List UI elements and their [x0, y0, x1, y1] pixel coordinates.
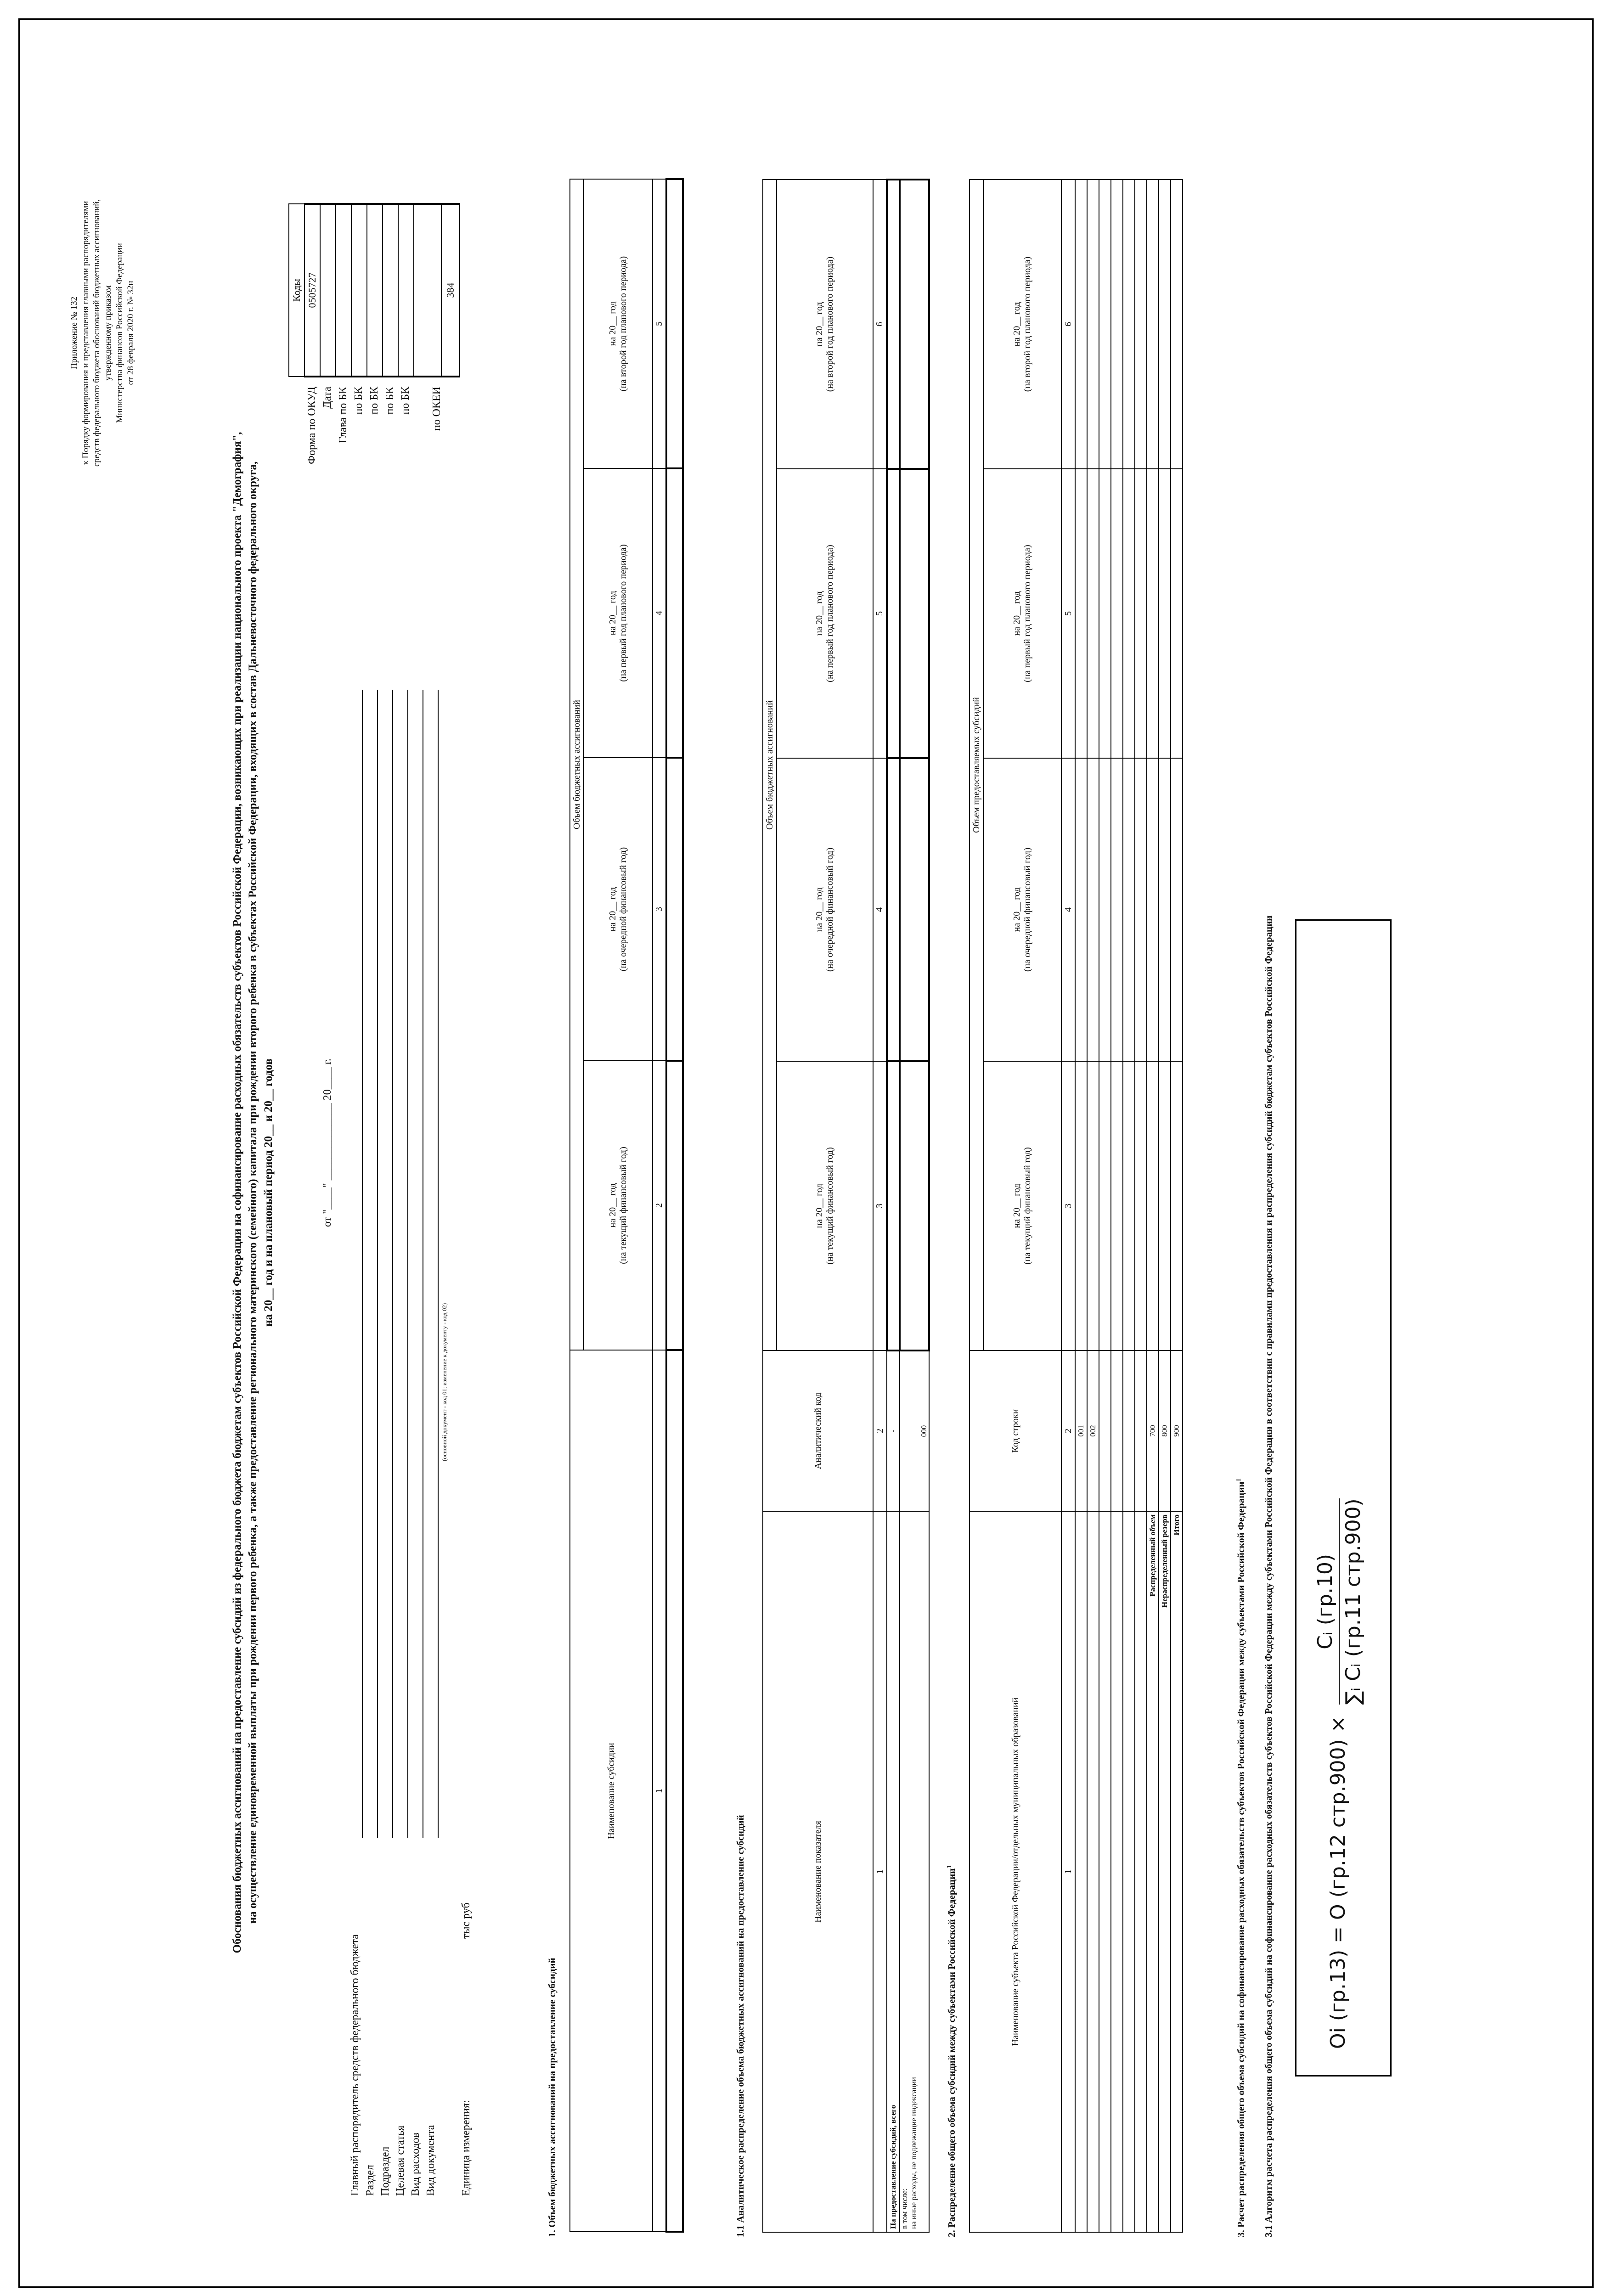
s11-row-name: На предоставление субсидий, всего: [887, 1511, 900, 2232]
code-label: по БК: [368, 387, 380, 415]
s1-col: на 20__ год (на текущий финансовый год): [584, 1061, 653, 1350]
field-label: Раздел: [364, 2165, 376, 2196]
field-row: [395, 681, 410, 2196]
s2-cell[interactable]: [1147, 758, 1159, 1061]
field-input-line[interactable]: [392, 690, 393, 1838]
s11-col: на 20__ год (на текущий финансовый год): [777, 1061, 873, 1351]
table-row: [1087, 180, 1099, 2232]
field-input-line[interactable]: [407, 690, 408, 1838]
footnote-mark: 1: [1235, 1478, 1242, 1482]
section3-title-text: 3. Расчет распределения общего объема субсидий на софинансирование расходных обязательств субъектов Российской Федерации между субъектами Российской Федерации: [1235, 1481, 1246, 2237]
table-row: [1111, 180, 1123, 2232]
field-input-line[interactable]: [377, 690, 378, 1838]
code-cell[interactable]: [351, 204, 367, 377]
table-row: [666, 179, 683, 2232]
s2-col: на 20__ год (на второй год планового периода): [983, 180, 1061, 469]
field-input-line[interactable]: [438, 690, 439, 1838]
s2-cell[interactable]: [1159, 469, 1171, 758]
code-cell[interactable]: [367, 204, 383, 377]
s11-row-name: [900, 1511, 929, 2232]
section11-title: 1.1 Аналитическое распределение объема бюджетных ассигнований на предоставление субсидий: [735, 1815, 746, 2237]
title-line: на осуществление единовременной выплаты при рождении первого ребенка, а также предоставление регионального материнского (семейного) капитала при рождении второго ребенка в субъектах Российской Федерации, входящих в состав Дальневосточного федерального округа,: [246, 461, 259, 1924]
s11-row-subhead: в том числе:: [900, 2188, 909, 2229]
formula-numerator: Cᵢ (гр.10): [1313, 1498, 1340, 1705]
section1-table: [569, 178, 684, 2233]
s1-cell[interactable]: [666, 1350, 683, 2232]
s2-row-code: [1123, 1351, 1135, 1511]
s11-cell[interactable]: [900, 469, 929, 758]
s2-cell[interactable]: [1099, 469, 1111, 758]
field-label: Вид документа: [425, 2125, 437, 2196]
field-label: Подраздел: [379, 2146, 391, 2196]
s1-cell[interactable]: [666, 468, 683, 758]
codes-table: [288, 203, 460, 377]
field-row: [364, 681, 379, 2196]
s2-cell[interactable]: [1123, 1061, 1135, 1351]
footnote-mark: 1: [946, 1865, 953, 1868]
code-label: по БК: [353, 387, 365, 415]
s2-num: 1: [1061, 1511, 1075, 2232]
s2-col: на 20__ год (на очередной финансовый год): [983, 758, 1061, 1061]
section2-title-text: 2. Распределение общего объема субсидий между субъектами Российской Федерации: [946, 1868, 957, 2237]
date-line: от "____" ______________ 20____ г.: [321, 1058, 333, 1227]
table-row: [1171, 180, 1183, 2232]
s11-row-code: 000: [900, 1351, 929, 1511]
s11-group-header: Объем бюджетных ассигнований: [763, 180, 777, 1351]
s2-cell[interactable]: [1087, 1061, 1099, 1351]
s2-col-name: Наименование субъекта Российской Федерации/отдельных муниципальных образований: [969, 1511, 1061, 2232]
s2-cell[interactable]: [1135, 469, 1147, 758]
appendix-line: утвержденному приказом: [103, 285, 113, 381]
doc-note-row: [440, 681, 451, 2196]
code-cell[interactable]: [336, 204, 351, 377]
s2-cell[interactable]: [1171, 758, 1183, 1061]
field-row: [349, 681, 364, 2196]
code-label: по БК: [400, 387, 411, 415]
s11-row-code: -: [887, 1351, 900, 1511]
s1-num: 5: [653, 179, 666, 468]
s2-row-code: 700: [1147, 1351, 1159, 1511]
header-fields: [349, 681, 475, 2196]
s2-cell[interactable]: [1135, 758, 1147, 1061]
code-label: [413, 387, 429, 515]
formula: [1313, 1498, 1365, 2049]
doc-note: (основной документ - код 01; изменение к документу - код 02): [441, 1303, 448, 1461]
s2-row-name[interactable]: [1075, 1511, 1087, 2232]
code-label: Дата: [321, 387, 333, 409]
s2-cell[interactable]: [1159, 180, 1171, 469]
table-row: [900, 180, 929, 2232]
table-row: [1159, 180, 1171, 2232]
code-label: по БК: [384, 387, 396, 415]
s2-cell[interactable]: [1087, 469, 1099, 758]
s2-row-code: 001: [1075, 1351, 1087, 1511]
s2-cell[interactable]: [1147, 469, 1159, 758]
s2-group-header: Объем предоставляемых субсидий: [969, 180, 983, 1351]
s2-cell[interactable]: [1111, 180, 1123, 469]
s11-cell[interactable]: [887, 469, 900, 758]
s2-row-code: 900: [1171, 1351, 1183, 1511]
s2-row-name[interactable]: [1099, 1511, 1111, 2232]
s2-cell[interactable]: [1147, 180, 1159, 469]
s2-row-name: Нераспределенный резерв: [1159, 1511, 1171, 2232]
s1-col-name: Наименование субсидии: [570, 1350, 653, 2232]
formula-fraction: [1313, 1498, 1365, 1705]
s2-cell[interactable]: [1135, 180, 1147, 469]
s2-cell[interactable]: [1075, 1061, 1087, 1351]
s2-cell[interactable]: [1135, 1061, 1147, 1351]
s11-col-code: Аналитический код: [763, 1351, 873, 1511]
s11-cell[interactable]: [887, 180, 900, 469]
s2-cell[interactable]: [1147, 1061, 1159, 1351]
unit-label: Единица измерения:: [460, 2100, 472, 2196]
s1-col: на 20__ год (на второй год планового периода): [584, 179, 653, 468]
s2-cell[interactable]: [1171, 469, 1183, 758]
code-cell[interactable]: [414, 204, 441, 377]
section2-table: [969, 179, 1183, 2233]
field-row: [425, 681, 440, 2196]
s2-num: 5: [1061, 469, 1075, 758]
s2-row-name: Распределенный объем: [1147, 1511, 1159, 2232]
formula-left: Oi (гр.13) = O (гр.12 стр.900) ×: [1326, 1716, 1350, 2049]
s2-row-name[interactable]: [1123, 1511, 1135, 2232]
title-line: Обоснования бюджетных ассигнований на предоставление субсидий из федерального бюджета бюджетам субъектов Российской Федерации на софинансирование расходных обязательств субъектов Российской Федерации, возникающих при реализации национального проекта "Демография",: [231, 432, 243, 1953]
title-line: на 20__ год и на плановый период 20__ и 20__ годов: [262, 1058, 275, 1327]
unit-row: [460, 681, 475, 2196]
s11-num: 4: [873, 758, 887, 1061]
s2-col-code: Код строки: [969, 1351, 1061, 1511]
s11-col: на 20__ год (на первый год планового периода): [777, 469, 873, 758]
appendix-line: Приложение № 132: [69, 296, 79, 370]
field-input-line[interactable]: [362, 690, 363, 1838]
field-label: Целевая статья: [395, 2125, 406, 2196]
appendix-line: средств федерального бюджета обоснований бюджетных ассигнований,: [92, 199, 102, 467]
s2-row-code: 800: [1159, 1351, 1171, 1511]
s1-num: 3: [653, 758, 666, 1061]
s11-num: 6: [873, 180, 887, 469]
appendix-line: Министерства финансов Российской Федерации: [114, 243, 124, 423]
code-cell[interactable]: [383, 204, 398, 377]
s2-cell[interactable]: [1159, 1061, 1171, 1351]
s1-num: 1: [653, 1350, 666, 2232]
table-row: [1147, 180, 1159, 2232]
field-label: Главный распорядитель средств федерального бюджета: [349, 1934, 361, 2196]
code-cell[interactable]: [398, 204, 414, 377]
s11-cell[interactable]: [900, 180, 929, 469]
s2-cell[interactable]: [1111, 469, 1123, 758]
section3-title: [1235, 1479, 1247, 2237]
section2-title: [946, 1865, 958, 2237]
s2-cell[interactable]: [1171, 1061, 1183, 1351]
s2-cell[interactable]: [1075, 469, 1087, 758]
s2-num: 2: [1061, 1351, 1075, 1511]
s2-row-name[interactable]: [1087, 1511, 1099, 2232]
table-row: [1123, 180, 1135, 2232]
s2-cell[interactable]: [1087, 758, 1099, 1061]
s11-row-name-detail: на иные расходы, не подлежащие индексации: [909, 2077, 918, 2229]
unit-value: тыс руб: [460, 1902, 472, 1939]
code-label: по ОКЕИ: [431, 387, 443, 431]
code-cell[interactable]: [320, 204, 336, 377]
code-cell[interactable]: 0505727: [304, 204, 320, 377]
s2-cell[interactable]: [1075, 758, 1087, 1061]
s2-col: на 20__ год (на первый год планового периода): [983, 469, 1061, 758]
s11-cell[interactable]: [900, 758, 929, 1061]
s2-cell[interactable]: [1087, 180, 1099, 469]
formula-denominator: ∑ᵢ Cᵢ (гр.11 стр.900): [1341, 1498, 1365, 1705]
s11-num: 3: [873, 1061, 887, 1351]
s2-cell[interactable]: [1075, 180, 1087, 469]
s2-row-name: Итого: [1171, 1511, 1183, 2232]
field-row: [379, 681, 395, 2196]
code-cell[interactable]: 384: [441, 204, 460, 377]
s2-num: 3: [1061, 1061, 1075, 1351]
s1-num: 2: [653, 1061, 666, 1350]
appendix-note: [69, 69, 137, 597]
s1-num: 4: [653, 468, 666, 758]
table-row: [1099, 180, 1111, 2232]
s2-row-code: 002: [1087, 1351, 1099, 1511]
s2-cell[interactable]: [1111, 1061, 1123, 1351]
s11-num: 2: [873, 1351, 887, 1511]
s2-num: 4: [1061, 758, 1075, 1061]
s2-row-name[interactable]: [1111, 1511, 1123, 2232]
field-label: Вид расходов: [410, 2133, 422, 2196]
table-row: [1075, 180, 1087, 2232]
s2-cell[interactable]: [1099, 180, 1111, 469]
s2-cell[interactable]: [1123, 758, 1135, 1061]
table-row: [1135, 180, 1147, 2232]
s1-col: на 20__ год (на очередной финансовый год): [584, 758, 653, 1061]
table-row: [887, 180, 900, 2232]
s11-cell[interactable]: [900, 1061, 929, 1351]
codes-labels: [304, 387, 445, 515]
s2-num: 6: [1061, 180, 1075, 469]
s11-col: на 20__ год (на очередной финансовый год): [777, 758, 873, 1061]
s1-group-header: Объем бюджетных ассигнований: [570, 179, 584, 1350]
s11-num: 5: [873, 469, 887, 758]
appendix-line: от 28 февраля 2020 г. № 32н: [126, 281, 136, 385]
s1-cell[interactable]: [666, 1061, 683, 1350]
s11-num: 1: [873, 1511, 887, 2232]
s2-cell[interactable]: [1099, 758, 1111, 1061]
s1-col: на 20__ год (на первый год планового периода): [584, 468, 653, 758]
codes-header: Коды: [289, 204, 304, 377]
field-row: [410, 681, 425, 2196]
code-label: Форма по ОКУД: [306, 387, 318, 464]
s1-cell[interactable]: [666, 179, 683, 468]
section1-title: 1. Объем бюджетных ассигнований на предоставление субсидий: [547, 1958, 558, 2237]
section11-table: [762, 179, 930, 2233]
s2-row-name[interactable]: [1135, 1511, 1147, 2232]
s2-row-code: [1111, 1351, 1123, 1511]
s2-cell[interactable]: [1159, 758, 1171, 1061]
s11-cell[interactable]: [887, 1061, 900, 1351]
s2-cell[interactable]: [1171, 180, 1183, 469]
s2-cell[interactable]: [1123, 180, 1135, 469]
appendix-line: к Порядку формирования и представления главными распорядителями: [80, 201, 90, 465]
section31-title: 3.1 Алгоритм расчета распределения общего объема субсидий на софинансирование расходных обязательств субъектов Российской Федерации между субъектами Российской Федерации в соответствии с правилами предоставления и распределения субсидий бюджетам субъектов Российской Федерации: [1263, 915, 1274, 2237]
s2-row-code: [1099, 1351, 1111, 1511]
s2-cell[interactable]: [1099, 1061, 1111, 1351]
s1-cell[interactable]: [666, 758, 683, 1061]
s2-cell[interactable]: [1123, 469, 1135, 758]
s11-cell[interactable]: [887, 758, 900, 1061]
s11-col: на 20__ год (на второй год планового периода): [777, 180, 873, 469]
s11-col-name: Наименование показателя: [763, 1511, 873, 2232]
document-title: [230, 377, 276, 2008]
s2-cell[interactable]: [1111, 758, 1123, 1061]
s2-row-code: [1135, 1351, 1147, 1511]
s2-col: на 20__ год (на текущий финансовый год): [983, 1061, 1061, 1351]
code-label: Глава по БК: [337, 387, 349, 443]
